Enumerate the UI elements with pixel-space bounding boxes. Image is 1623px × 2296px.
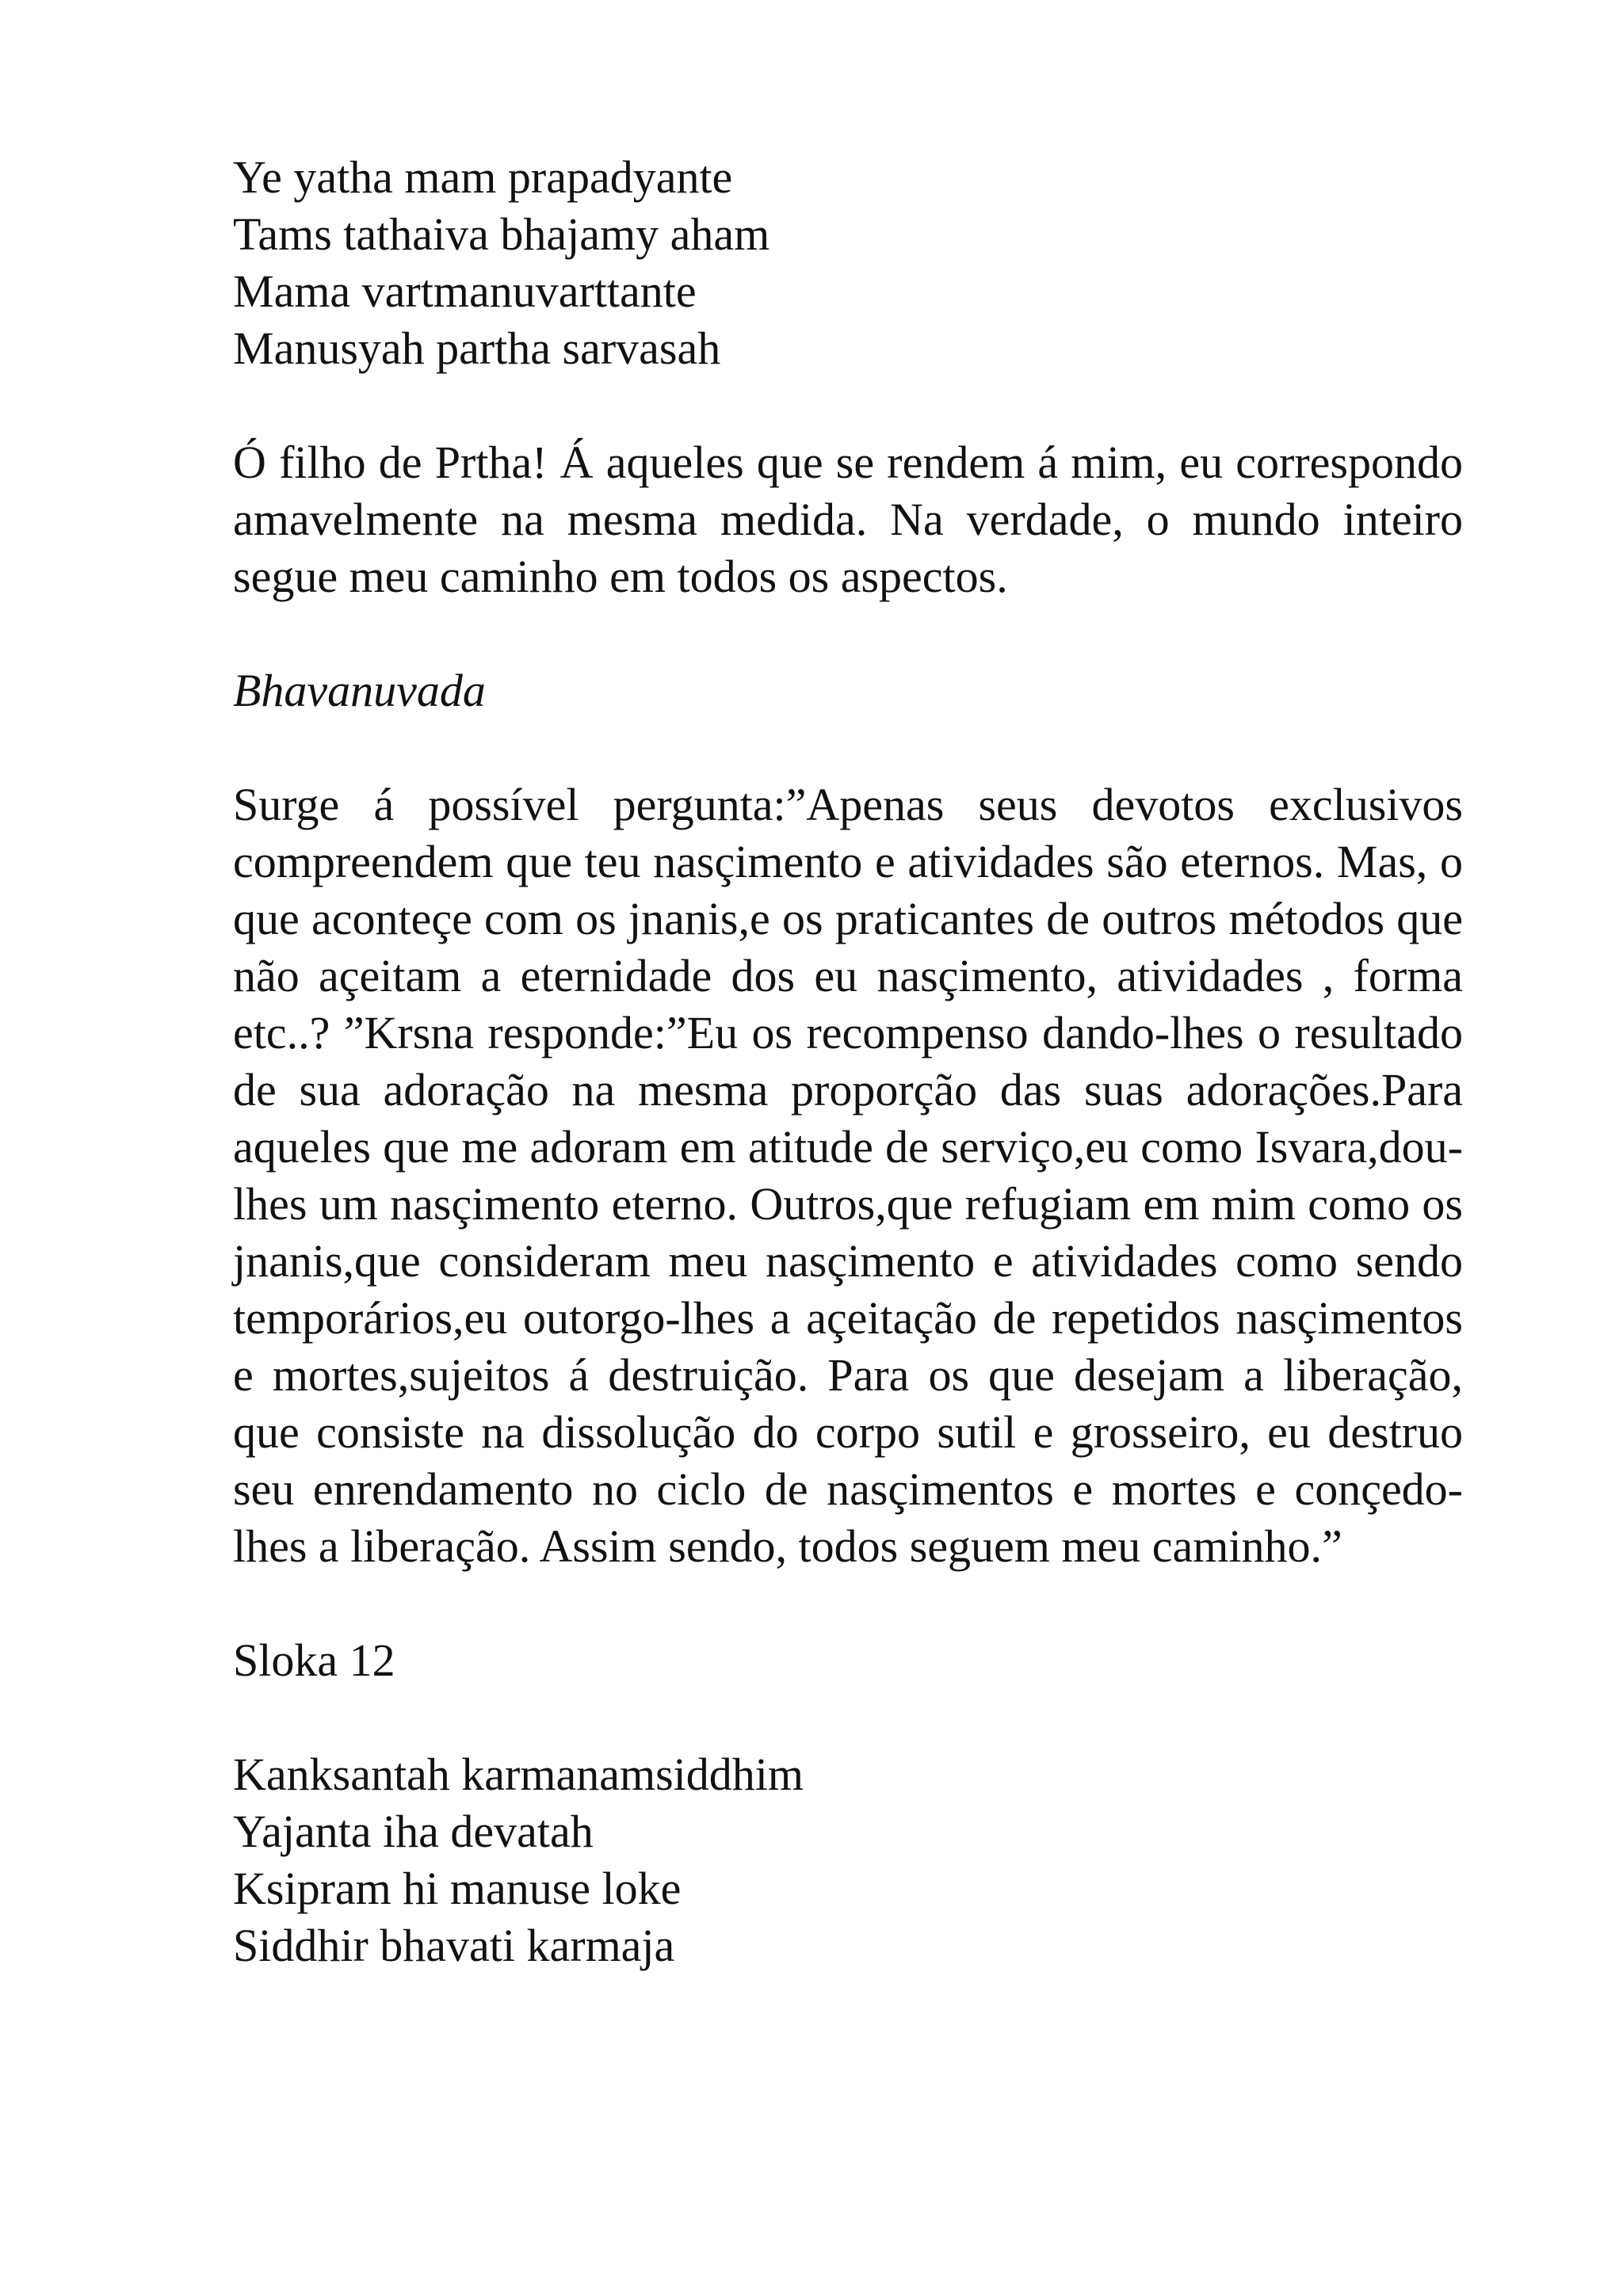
verse-line: Tams tathaiva bhajamy aham [233,208,770,260]
commentary-paragraph: Surge á possível pergunta:”Apenas seus devotos exclusivos compreendem que teu nasçimento e atividades são eternos. Mas, o que aconteçe com os jnanis,e os praticantes de outros métodos que não açeitam a eternidade dos eu nasçimento, atividades , forma etc..? ”Krsna responde:”Eu os recompenso dando-lhes o resultado de sua adoração na mesma proporção das suas adorações.Para aqueles que me adoram em atitude de serviço,eu como Isvara,dou-lhes um nasçimento eterno. Outros,que refugiam em mim como os jnanis,que consideram meu nasçimento e atividades como sendo temporários,eu outorgo-lhes a açeitação de repetidos nasçimentos e mortes,sujeitos á destruição. Para os que desejam a liberação, que consiste na dissolução do corpo sutil e grosseiro, eu destruo seu enrendamento no ciclo de nasçimentos e mortes e conçedo-lhes a liberação. Assim sendo, todos seguem meu caminho.” [233,779,1463,1572]
spacer [233,605,1463,662]
page-content [233,149,1463,1974]
verse-line: Mama vartmanuvarttante [233,265,697,317]
verse-line: Manusyah partha sarvasah [233,322,721,374]
verse-line: Yajanta iha devatah [233,1806,594,1857]
verse-block-2 [233,1746,1463,1974]
spacer [233,377,1463,434]
verse-block-1 [233,149,1463,377]
spacer [233,1575,1463,1632]
verse-line: Ksipram hi manuse loke [233,1863,682,1914]
spacer [233,1689,1463,1746]
commentary-heading: Bhavanuvada [233,665,486,716]
translation-paragraph: Ó filho de Prtha! Á aqueles que se rendem á mim, eu correspondo amavelmente na mesma medida. Na verdade, o mundo inteiro segue meu caminho em todos os aspectos. [233,437,1463,602]
verse-line: Kanksantah karmanamsiddhim [233,1749,804,1800]
verse-line: Siddhir bhavati karmaja [233,1920,675,1971]
spacer [233,719,1463,776]
verse-line: Ye yatha mam prapadyante [233,151,733,203]
sloka-heading: Sloka 12 [233,1634,395,1686]
